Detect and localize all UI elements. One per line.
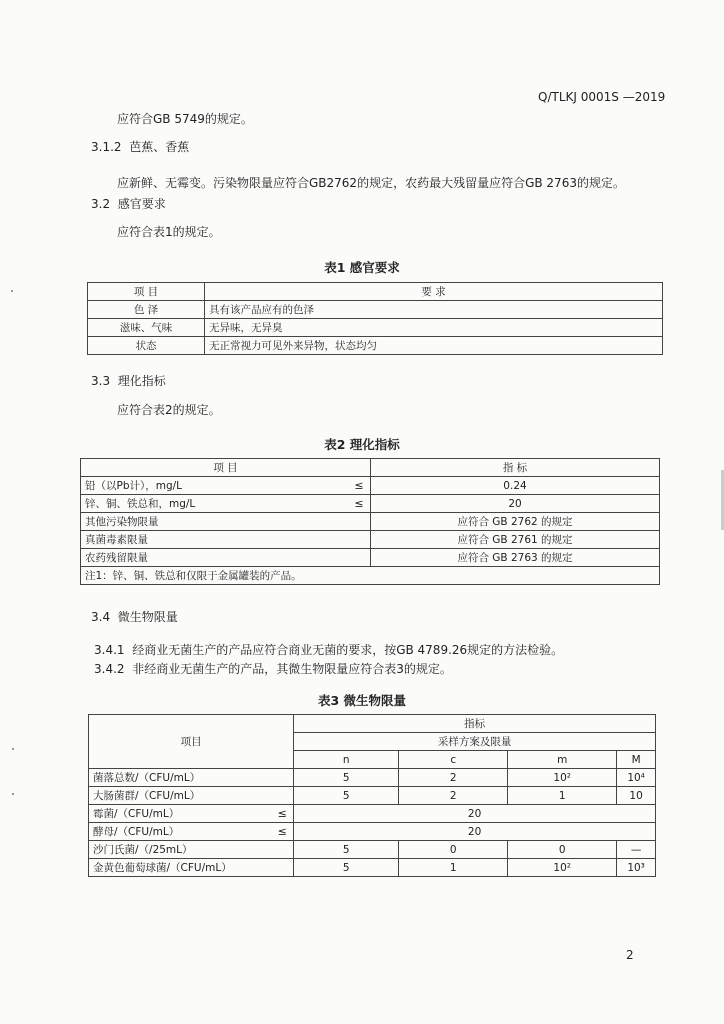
table-cell: 5 <box>294 859 399 877</box>
table2-caption: 表2 理化指标 <box>324 437 400 452</box>
table-cell: 铅（以Pb计），mg/L <box>81 477 349 495</box>
scan-speck <box>12 748 14 750</box>
table-header-cell: 项 目 <box>81 459 371 477</box>
scan-speck <box>12 793 14 795</box>
table-cell: 10 <box>617 787 656 805</box>
page-number: 2 <box>626 948 634 962</box>
table-cell: 金黄色葡萄球菌/（CFU/mL） <box>89 859 294 877</box>
clause-number: 3.4.1 <box>94 643 125 657</box>
section-3-2-heading <box>91 197 166 211</box>
table3 <box>88 714 656 877</box>
section-3-4-heading <box>91 610 178 624</box>
table-cell-symbol: ≤ <box>271 823 294 841</box>
section-3-3-heading <box>91 374 166 388</box>
table-cell: 20 <box>294 805 656 823</box>
table-cell: 真菌毒素限量 <box>81 531 371 549</box>
table-cell: 应符合 GB 2761 的规定 <box>371 531 660 549</box>
section-title: 微生物限量 <box>117 610 178 624</box>
section-title: 芭蕉、香蕉 <box>129 140 190 154</box>
table-header-cell: 采样方案及限量 <box>294 733 656 751</box>
clause-text: 经商业无菌生产的产品应符合商业无菌的要求，按GB 4789.26规定的方法检验。 <box>132 643 564 657</box>
table-cell: 2 <box>399 769 508 787</box>
table-header-cell: c <box>399 751 508 769</box>
table-cell: 菌落总数/（CFU/mL） <box>89 769 294 787</box>
scan-speck <box>11 290 13 292</box>
table-row <box>88 283 663 301</box>
table-cell: 20 <box>371 495 660 513</box>
table1-caption: 表1 感官要求 <box>324 260 400 275</box>
table-row <box>81 459 660 477</box>
table-row <box>89 841 656 859</box>
table-cell: 5 <box>294 841 399 859</box>
table-cell: 大肠菌群/（CFU/mL） <box>89 787 294 805</box>
table-header-cell: m <box>508 751 617 769</box>
table-cell-symbol: ≤ <box>348 477 371 495</box>
table-cell: 0 <box>508 841 617 859</box>
clause-number: 3.4.2 <box>94 662 125 676</box>
table-cell: 10² <box>508 769 617 787</box>
table-row <box>89 715 656 733</box>
table-cell: 0.24 <box>371 477 660 495</box>
table-row <box>88 301 663 319</box>
document-code: Q/TLKJ 0001S —2019 <box>538 90 666 104</box>
table-cell: 色 泽 <box>88 301 205 319</box>
table-header-cell: 要 求 <box>205 283 663 301</box>
table-cell: 1 <box>399 859 508 877</box>
table-cell: 农药残留限量 <box>81 549 371 567</box>
section-3-1-2-heading <box>91 140 189 154</box>
table2 <box>80 458 660 585</box>
table-row <box>81 549 660 567</box>
table1 <box>87 282 663 355</box>
table-cell: 应符合 GB 2763 的规定 <box>371 549 660 567</box>
paragraph-3-3: 应符合表2的规定。 <box>117 403 221 417</box>
section-number: 3.3 <box>91 374 111 388</box>
table-header-cell: M <box>617 751 656 769</box>
table-cell: 其他污染物限量 <box>81 513 371 531</box>
table-cell: 霉菌/（CFU/mL） <box>89 805 272 823</box>
section-title: 理化指标 <box>117 374 166 388</box>
section-number: 3.1.2 <box>91 140 122 154</box>
table-header-cell: 项 目 <box>88 283 205 301</box>
table-cell: 0 <box>399 841 508 859</box>
section-number: 3.2 <box>91 197 111 211</box>
table-cell: 20 <box>294 823 656 841</box>
table-header-cell: 项目 <box>89 715 294 769</box>
table-cell: 无异味，无异臭 <box>205 319 663 337</box>
table-cell: 锌、铜、铁总和，mg/L <box>81 495 349 513</box>
table-row <box>89 769 656 787</box>
table-cell-symbol: ≤ <box>348 495 371 513</box>
table-cell: 2 <box>399 787 508 805</box>
table-row <box>81 513 660 531</box>
table-cell: 沙门氏菌/（/25mL） <box>89 841 294 859</box>
table-cell: 无正常视力可见外来异物，状态均匀 <box>205 337 663 355</box>
table-row <box>89 859 656 877</box>
table-cell-symbol: ≤ <box>271 805 294 823</box>
table-cell: 状态 <box>88 337 205 355</box>
table-row <box>81 495 660 513</box>
table-cell: 5 <box>294 787 399 805</box>
table-cell: 酵母/（CFU/mL） <box>89 823 272 841</box>
table-header-cell: 指标 <box>294 715 656 733</box>
table-cell: 10² <box>508 859 617 877</box>
clause-3-4-1 <box>94 643 563 657</box>
paragraph-gb5749: 应符合GB 5749的规定。 <box>117 112 253 126</box>
table-cell: 10⁴ <box>617 769 656 787</box>
table-header-cell: 指 标 <box>371 459 660 477</box>
section-number: 3.4 <box>91 610 111 624</box>
paragraph-3-1-2: 应新鲜、无霉变。污染物限量应符合GB2762的规定，农药最大残留量应符合GB 2763的规定。 <box>117 176 625 190</box>
table-row <box>89 805 656 823</box>
table-row <box>89 823 656 841</box>
table-row <box>81 531 660 549</box>
table-header-cell: n <box>294 751 399 769</box>
table-cell: 应符合 GB 2762 的规定 <box>371 513 660 531</box>
clause-3-4-2 <box>94 662 452 676</box>
clause-text: 非经商业无菌生产的产品，其微生物限量应符合表3的规定。 <box>132 662 452 676</box>
table3-caption: 表3 微生物限量 <box>317 693 407 708</box>
table-row <box>81 477 660 495</box>
table-row <box>89 787 656 805</box>
table-row <box>81 567 660 585</box>
table-note: 注1：锌、铜、铁总和仅限于金属罐装的产品。 <box>81 567 660 585</box>
table-row <box>88 319 663 337</box>
table-cell: — <box>617 841 656 859</box>
table-cell: 5 <box>294 769 399 787</box>
table-cell: 10³ <box>617 859 656 877</box>
table-cell: 1 <box>508 787 617 805</box>
table-row <box>88 337 663 355</box>
paragraph-3-2: 应符合表1的规定。 <box>117 225 221 239</box>
table-cell: 具有该产品应有的色泽 <box>205 301 663 319</box>
table-cell: 滋味、气味 <box>88 319 205 337</box>
section-title: 感官要求 <box>117 197 166 211</box>
